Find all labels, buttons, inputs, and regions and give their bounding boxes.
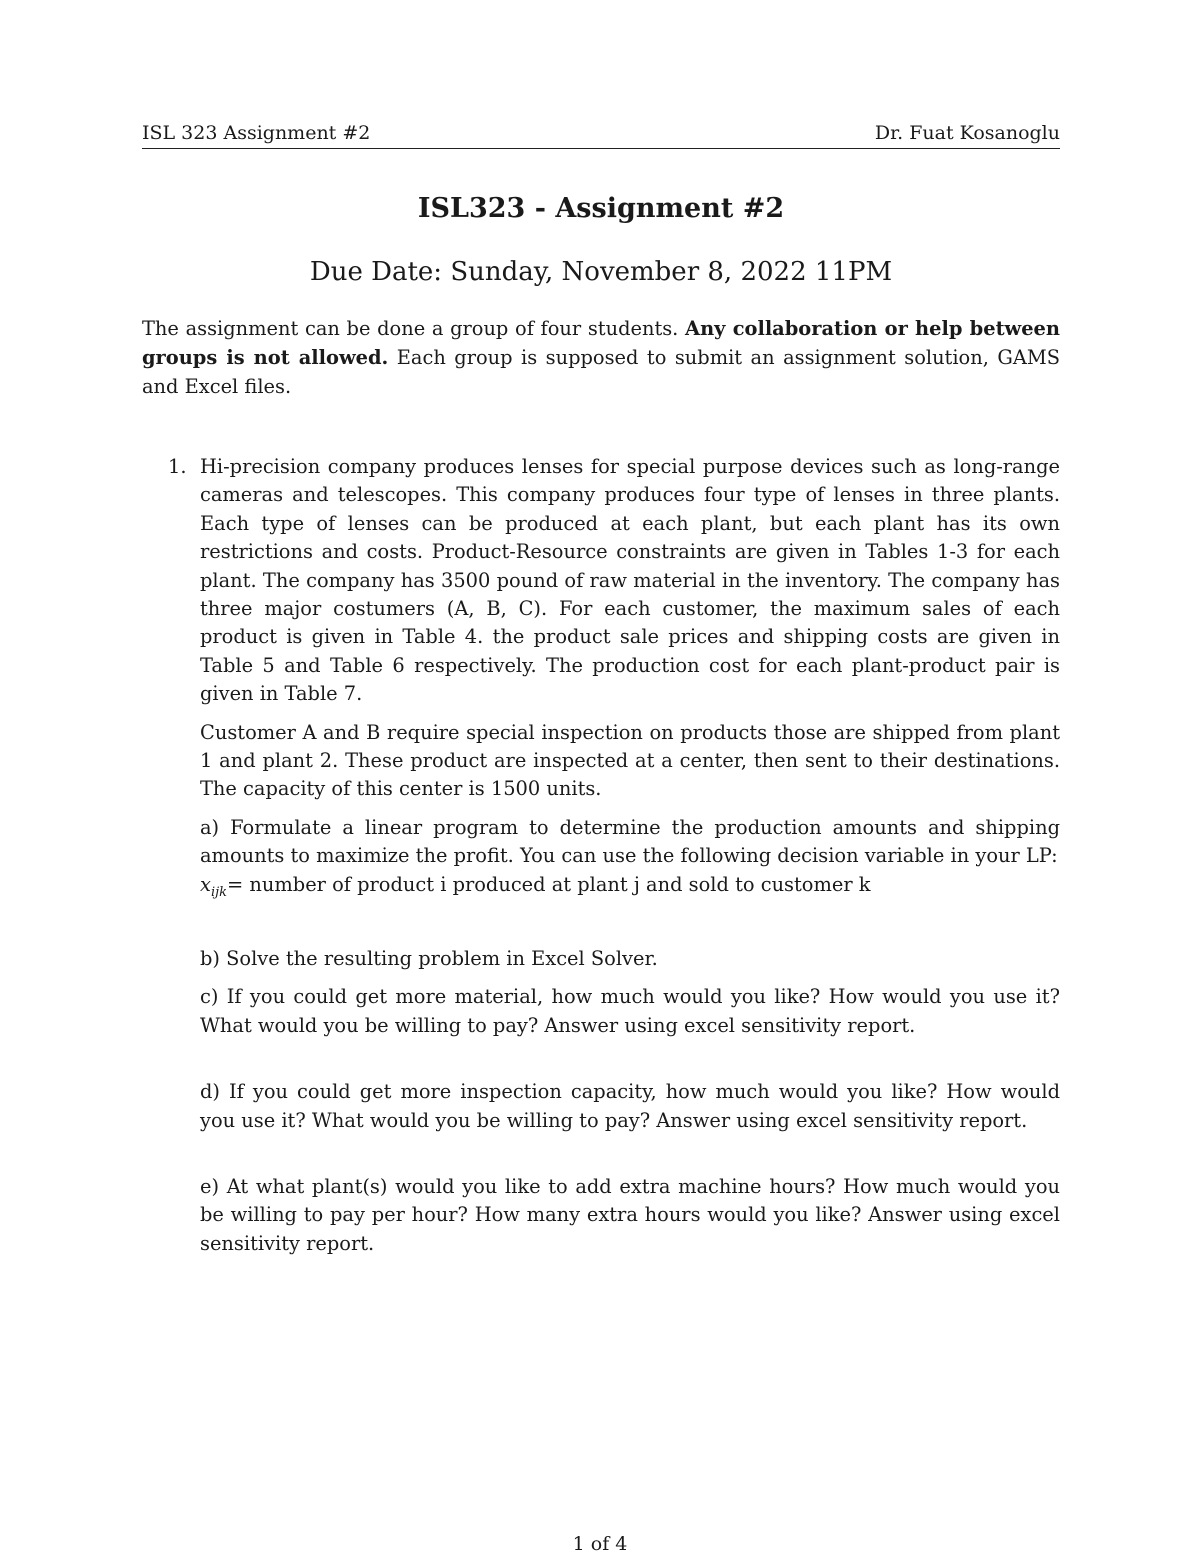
part-b: b) Solve the resulting problem in Excel Solver. [200, 946, 658, 970]
intro-bold-warning: Any collaboration or help between groups is not allowed. [142, 317, 1060, 369]
due-date: Due Date: Sunday, November 8, 2022 11PM [309, 257, 893, 287]
header-course: ISL 323 Assignment #2 [142, 122, 371, 144]
document-title: ISL323 - Assignment #2 [417, 193, 785, 224]
intro-paragraph [142, 314, 1060, 401]
intro-text-after: Each group is supposed to submit an assignment solution, GAMS and Excel files. [142, 346, 1060, 398]
variable-symbol: $x_{ijk}$ [200, 872, 228, 900]
running-header [142, 120, 1060, 149]
part-a: a) Formulate a linear program to determine the production amounts and shipping amounts to maximize the profit. You can use the following decision variable in your LP: [200, 815, 1060, 868]
decision-variable [200, 871, 1060, 907]
inspection-description: Customer A and B require special inspection on products those are shipped from plant 1 and plant 2. These product are inspected at a center, then sent to their destinations. The capacity of this center is 1500 units. [200, 720, 1060, 801]
part-d: d) If you could get more inspection capacity, how much would you like? How would you use it? What would you be willing to pay? Answer using excel sensitivity report. [200, 1080, 1060, 1132]
problem-1 [168, 453, 1060, 1258]
intro-text-before: The assignment can be done a group of four students. [142, 317, 686, 340]
page-number: 1 of 4 [572, 1533, 628, 1555]
variable-definition: = number of product i produced at plant j and sold to customer k [227, 872, 871, 896]
problem-number: 1. [168, 455, 187, 478]
part-c: c) If you could get more material, how much would you like? How would you use it? What would you be willing to pay? Answer using excel sensitivity report. [200, 985, 1060, 1037]
header-instructor: Dr. Fuat Kosanoglu [874, 122, 1060, 144]
variable-subscript: ijk [210, 884, 228, 900]
part-e: e) At what plant(s) would you like to add extra machine hours? How much would you be willing to pay per hour? How many extra hours would you like? Answer using excel sensitivity report. [200, 1175, 1060, 1255]
problem-description: Hi-precision company produces lenses for special purpose devices such as long-range cameras and telescopes. This company produces four type of lenses in three plants. Each type of lenses can be produced at each plant, but each plant has its own restrictions and costs. Product-Resource constraints are given in Tables 1-3 for each plant. The company has 3500 pound of raw material in the inventory. The company has three major costumers (A, B, C). For each customer, the maximum sales of each product is given in Table 4. the product sale prices and shipping costs are given in Table 5 and Table 6 respectively. The production cost for each plant-product pair is given in Table 7. [200, 455, 1060, 706]
